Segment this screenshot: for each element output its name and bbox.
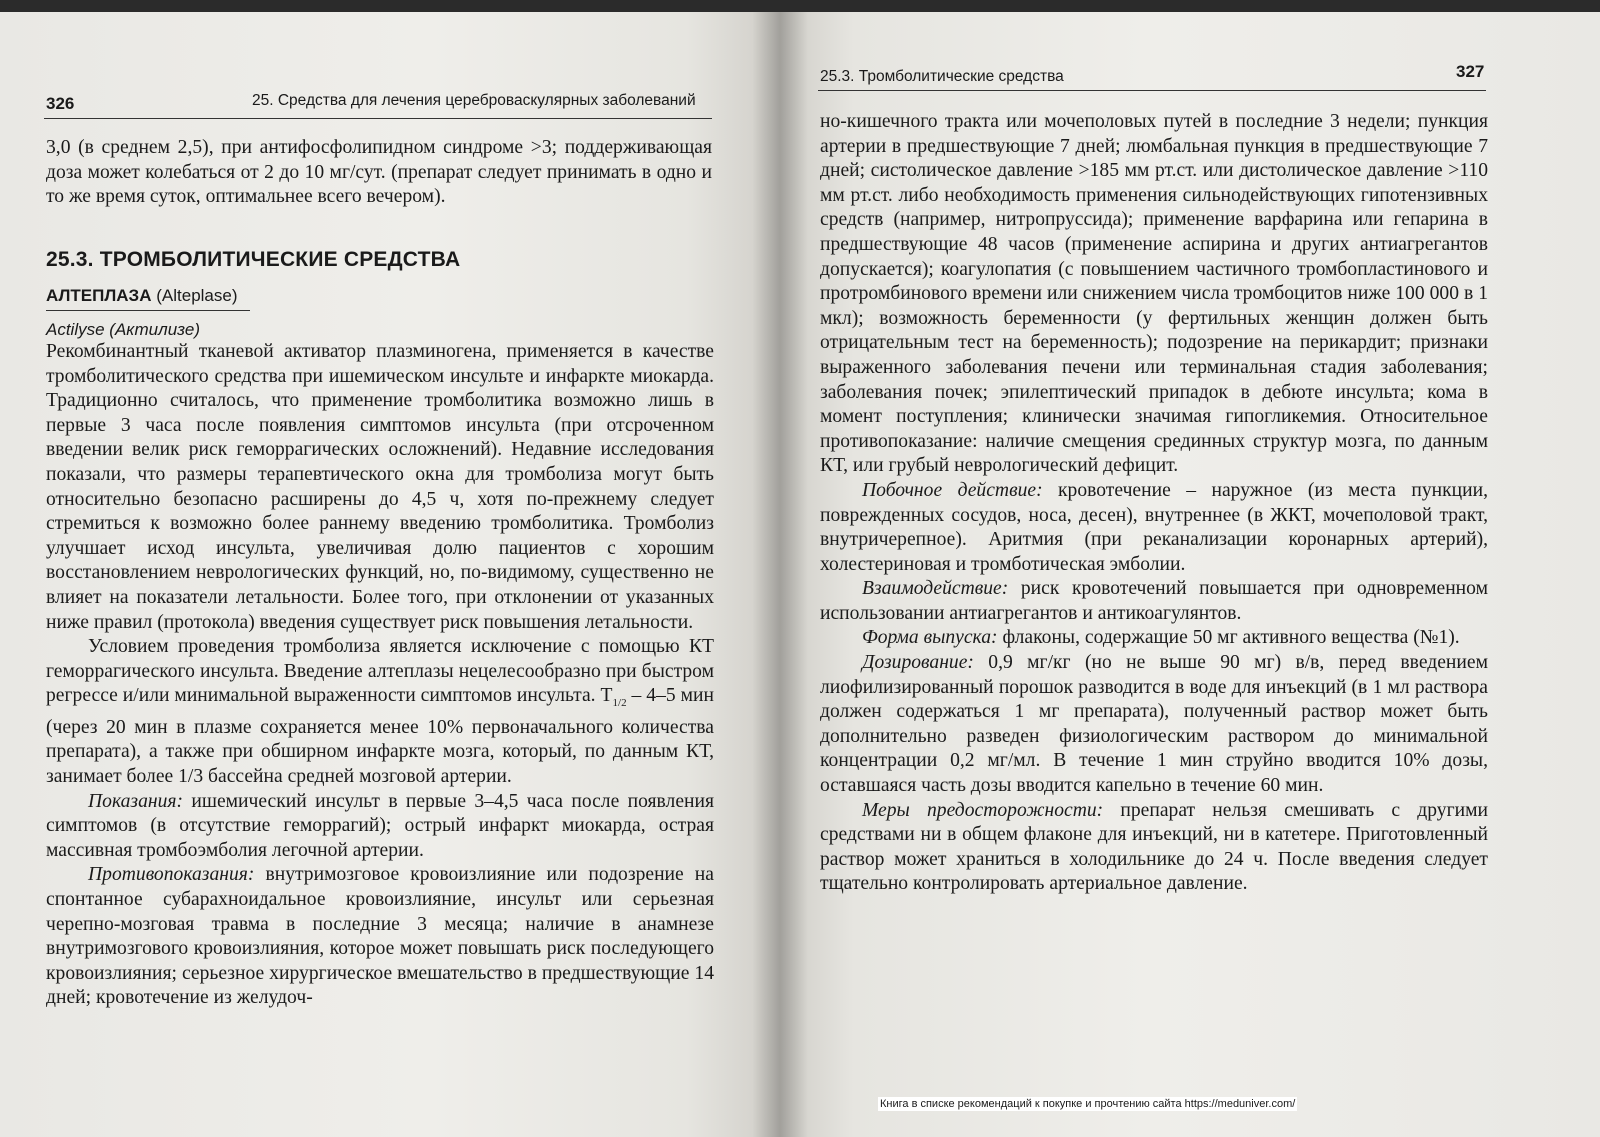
dosage-label: Дозирование: [862, 652, 974, 674]
left-header-rule [44, 118, 712, 119]
right-body [820, 110, 1488, 897]
form-label: Форма выпуска: [862, 627, 998, 649]
left-para-description: Рекомбинантный тканевой активатор плазминогена, применяется в качестве тромболитического средства при ишемическом инсульте и инфаркте миокарда. Традиционно считалось, что применение тромболитика возможно лишь в первые 3 часа после появления симптомов инсульта (при отсроченном введении велик риск геморрагических осложнений). Недавние исследования показали, что размеры терапевтического окна для тромболиза могут быть относительно безопасно расширены до 4,5 ч, хотя по-прежнему следует стремиться к возможно более раннему введению тромболитика. Тромболиз улучшает исход инсульта, увеличивая долю пациентов с хорошим восстановлением неврологических функций, но, по-видимому, существенно не влияет на показатели летальности. Более того, при отклонении от указанных ниже правил (протокола) введения существует риск повышения летальности. [46, 341, 714, 633]
left-continuation-text: 3,0 (в среднем 2,5), при антифосфолипидном синдроме >3; поддерживающая доза может колебаться от 2 до 10 мг/сут. (препарат следует принимать в одно и то же время суток, оптимальнее всего вечером). [46, 137, 712, 208]
contraindications-text: внутримозговое кровоизлияние или подозрение на спонтанное субарахноидальное кровоизлияние, инсульт или серьезная черепно-мозговая травма в последние 3 месяца; наличие в анамнезе внутримозгового кровоизлияния, которое может повышать риск последующего кровоизлияния; серьезное хирургическое вмешательство в предшествующие 14 дней; кровотечение из желудоч- [46, 864, 714, 1009]
right-para-form [820, 626, 1488, 651]
interaction-text: риск кровотечений повышается при одновременном использовании антиагрегантов и антикоагулянтов. [820, 578, 1488, 624]
precautions-text: препарат нельзя смешивать с другими средствами ни в общем флаконе для инъекций, ни в катетере. Приготовленный раствор может храниться в холодильнике до 24 ч. После введения следует тщательно контролировать артериальное давление. [820, 799, 1488, 895]
left-page-number: 326 [46, 94, 75, 113]
side-effects-text: кровотечение – наружное (из места пункции, поврежденных сосудов, носа, десен), внутреннее (в ЖКТ, мочеполовой тракт, внутричерепное). Аритмия (при реканализации коронарных артерий), холестериновая и тромботическая эмболии. [820, 479, 1488, 575]
right-contraindications-cont: но-кишечного тракта или мочеполовых путей в последние 3 недели; пункция артерии в предшествующие 7 дней; люмбальная пункция в предшествующие 7 дней; систолическое давление >185 мм рт.ст. или дистолическое давление >110 мм рт.ст. либо необходимость применения сильнодействующих гипотензивных средств (например, нитропруссида); применение варфарина или гепарина в предшествующие 48 часов (применение аспирина и других антиагрегантов допускается); коагулопатия (с повышением частичного тромбопластинового и протромбинового времени или снижением числа тромбоцитов ниже 100 000 в 1 мкл); возможность беременности (у фертильных женщин должен быть отрицательным тест на беременность); подозрение на перикардит; признаки выраженного заболевания печени или терминальная стадия заболевания; заболевания почек; эпилептический припадок в дебюте инсульта; кома в момент поступления; клинически значимая гипогликемия. Относительное противопоказание: наличие смещения срединных структур мозга, по данным КТ, или грубый неврологический дефицит. [820, 111, 1488, 477]
left-para-contraindications [46, 863, 714, 1011]
left-para-conditions [46, 635, 714, 789]
dosage-text: 0,9 мг/кг (но не выше 90 мг) в/в, перед введением лиофилизированный порошок разводится в воде для инъекций (в 1 мл раствора должен содержаться 1 мг препарата), полученный раствор может быть дополнительно разведен физиологическим раствором до минимальной концентрации 0,2 мг/мл. В течение 1 мин струйно вводится 10% дозы, оставшаяся часть дозы вводится капельно в течение 60 мин. [820, 652, 1488, 797]
right-header-rule [818, 90, 1486, 91]
right-page-number: 327 [1456, 62, 1485, 81]
right-para-interaction [820, 577, 1488, 626]
indications-label: Показания: [88, 790, 184, 812]
side-effects-label: Побочное действие: [862, 479, 1043, 501]
para2-part-b: – 4–5 мин (через 20 мин в плазме сохраняется менее 10% первоначального количества препарата), а также при обширном инфаркте мозга, который, по данным КТ, занимает более 1/3 бассейна средней мозговой артерии. [46, 685, 714, 787]
left-para-indications [46, 790, 714, 864]
drug-latin: (Alteplase) [156, 286, 238, 305]
interaction-label: Взаимодействие: [862, 578, 1009, 600]
trade-name: Actilyse (Актилизе) [46, 320, 200, 339]
precautions-label: Меры предосторожности: [862, 799, 1104, 821]
form-text: флаконы, содержащие 50 мг активного вещества (№1). [997, 627, 1460, 649]
left-running-head: 25. Средства для лечения цереброваскулярных заболеваний [252, 92, 696, 109]
para2-part-a: Условием проведения тромболиза является исключение с помощью КТ геморрагического инсульта. Введение алтеплазы нецелесообразно при быстром регрессе и/или минимальной выраженности симптомов инсульта. T [46, 636, 714, 707]
drug-heading [46, 286, 238, 306]
top-dark-band [0, 0, 1600, 12]
footer-watermark: Книга в списке рекомендаций к покупке и прочтению сайта https://meduniver.com/ [880, 1098, 1296, 1110]
right-para-side-effects [820, 479, 1488, 577]
drug-name: АЛТЕПЛАЗА [46, 286, 152, 305]
right-para-dosage [820, 651, 1488, 799]
half-life-subscript: 1/2 [612, 697, 627, 710]
left-continuation-block [46, 136, 712, 210]
right-para-precautions [820, 799, 1488, 897]
drug-heading-rule [46, 310, 250, 311]
section-title: 25.3. ТРОМБОЛИТИЧЕСКИЕ СРЕДСТВА [46, 248, 461, 271]
right-running-head: 25.3. Тромболитические средства [820, 68, 1064, 85]
contraindications-label: Противопоказания: [88, 864, 255, 886]
indications-text: ишемический инсульт в первые 3–4,5 часа после появления симптомов (в отсутствие геморрагий); острый инфаркт миокарда, острая массивная тромбоэмболия легочной артерии. [46, 790, 714, 861]
left-body [46, 340, 714, 1011]
book-gutter [752, 12, 808, 1137]
